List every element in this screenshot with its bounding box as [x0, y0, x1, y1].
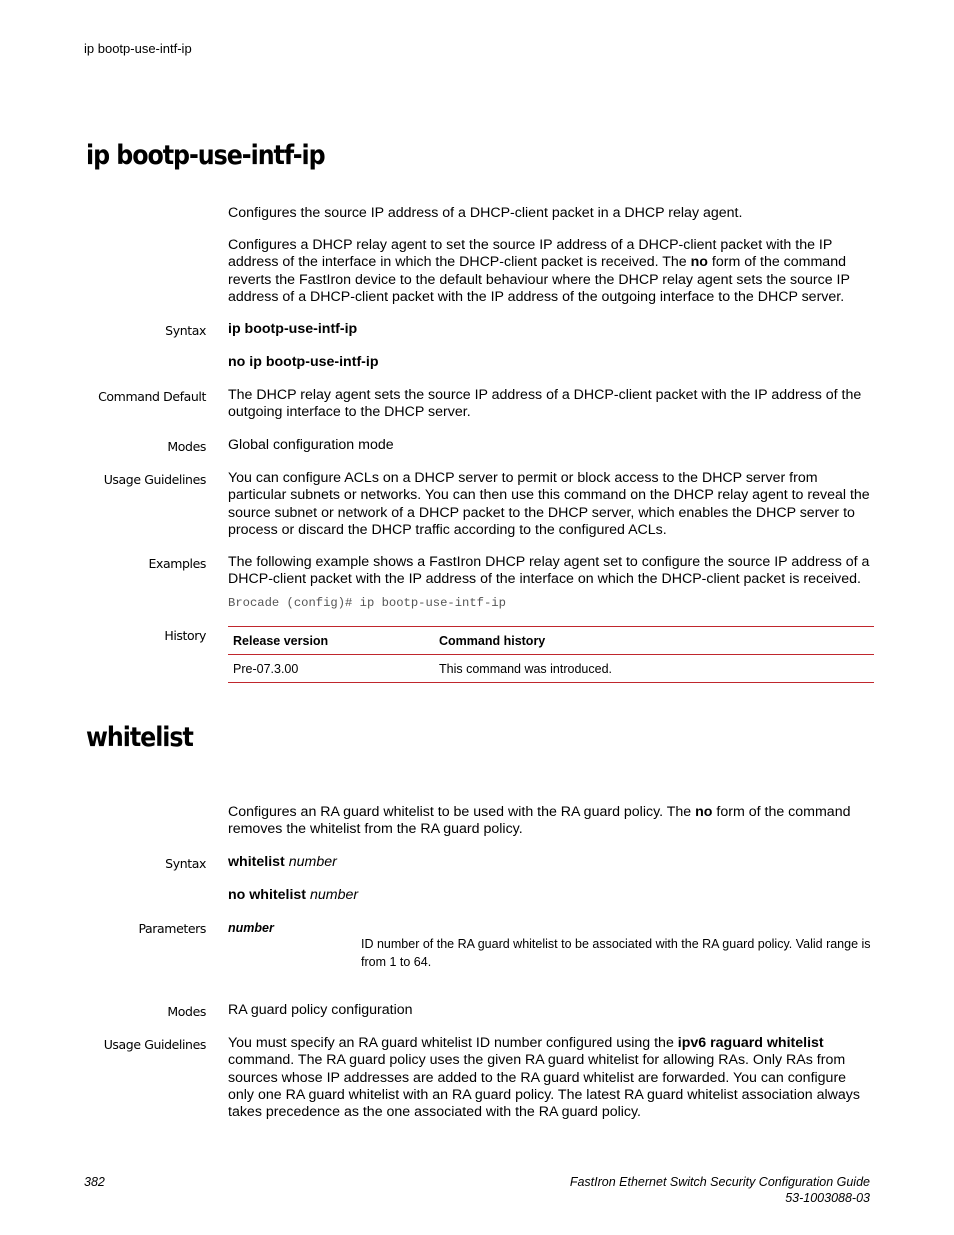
- history-release-cell: Pre-07.3.00: [233, 661, 299, 676]
- syntax-command: no whitelist: [228, 887, 307, 903]
- page-number: 382: [84, 1175, 105, 1189]
- syntax-line: [228, 854, 876, 871]
- syntax-command: whitelist: [228, 854, 285, 870]
- modes-text: Global configuration mode: [228, 437, 394, 453]
- parameter-name: number: [228, 921, 274, 935]
- examples-label: Examples: [148, 556, 206, 571]
- history-label: History: [164, 628, 206, 643]
- history-header-row: [228, 627, 874, 655]
- usage-guidelines-text: You can configure ACLs on a DHCP server to permit or block access to the DHCP server from particular subnets or networks. You can then use this command on the DHCP relay agent to reveal the source subnet or network of a DHCP packet to the DHCP server, which enables the DHCP server to process or discard the DHCP traffic according to the configured ACLs.: [228, 470, 870, 538]
- modes-text: RA guard policy configuration: [228, 1002, 413, 1018]
- example-code: Brocade (config)# ip bootp-use-intf-ip: [228, 596, 506, 610]
- syntax-line: ip bootp-use-intf-ip: [228, 321, 358, 337]
- running-header: ip bootp-use-intf-ip: [84, 41, 192, 56]
- footer-guide-title: FastIron Ethernet Switch Security Configuration Guide: [569, 1175, 870, 1189]
- usage-guidelines-text: [228, 1035, 876, 1121]
- usage-guidelines-label: Usage Guidelines: [103, 472, 206, 487]
- section1-intro: Configures the source IP address of a DHCP-client packet in a DHCP relay agent.: [228, 205, 743, 221]
- no-keyword: no: [695, 804, 713, 820]
- section2-intro: [228, 804, 876, 839]
- history-command-cell: This command was introduced.: [439, 661, 612, 676]
- command-reference: ipv6 raguard whitelist: [677, 1035, 824, 1051]
- footer-doc-number: 53-1003088-03: [785, 1191, 870, 1205]
- syntax-argument: number: [309, 887, 359, 903]
- description-text: Configures a DHCP relay agent to set the source IP address of a DHCP-client packet with the IP address of the interface in which the DHCP-client packet is received. The: [228, 237, 833, 271]
- parameter-description: ID number of the RA guard whitelist to be associated with the RA guard policy. Valid range is from 1 to 64.: [361, 937, 871, 969]
- usage-text: command. The RA guard policy uses the given RA guard whitelist for allowing RAs. Only RAs from sources whose IP addresses are added to the RA guard whitelist are forwarded. You can configure only one RA guard whitelist with an RA guard policy. The latest RA guard whitelist association always takes precedence as the one associated with the RA guard policy.: [228, 1052, 860, 1121]
- modes-label: Modes: [167, 1004, 206, 1019]
- no-keyword: no: [690, 254, 708, 271]
- syntax-no-line: no ip bootp-use-intf-ip: [228, 354, 379, 370]
- history-header-release: Release version: [233, 633, 329, 648]
- syntax-label: Syntax: [165, 323, 206, 338]
- command-default-label: Command Default: [98, 389, 206, 404]
- syntax-no-line: [228, 887, 876, 904]
- description-text: form of the command reverts the FastIron device to the default behaviour where the DHCP relay agent sets the source IP address of a DHCP-client packet with the IP address of the outgoing interface to the DHCP server.: [228, 254, 850, 305]
- section-title-whitelist: whitelist: [86, 722, 193, 753]
- command-default-text: The DHCP relay agent sets the source IP address of a DHCP-client packet with the IP address of the outgoing interface to the DHCP server.: [228, 387, 862, 421]
- intro-text: Configures an RA guard whitelist to be used with the RA guard policy. The: [228, 804, 696, 820]
- syntax-label: Syntax: [165, 856, 206, 871]
- usage-guidelines-label: Usage Guidelines: [103, 1037, 206, 1052]
- section-title-ip-bootp-use-intf-ip: ip bootp-use-intf-ip: [86, 140, 325, 171]
- modes-label: Modes: [167, 439, 206, 454]
- table-row: [228, 655, 874, 683]
- syntax-argument: number: [288, 854, 337, 870]
- parameters-label: Parameters: [138, 921, 206, 936]
- intro-text: form of the command removes the whitelist from the RA guard policy.: [228, 804, 851, 838]
- section1-description: [228, 237, 876, 306]
- usage-text: You must specify an RA guard whitelist ID number configured using the: [228, 1035, 678, 1051]
- history-header-command: Command history: [439, 633, 546, 648]
- history-table: [228, 626, 874, 683]
- examples-text: The following example shows a FastIron DHCP relay agent set to configure the source IP address of a DHCP-client packet with the IP address of the interface on which the DHCP-client packet is received.: [228, 554, 870, 588]
